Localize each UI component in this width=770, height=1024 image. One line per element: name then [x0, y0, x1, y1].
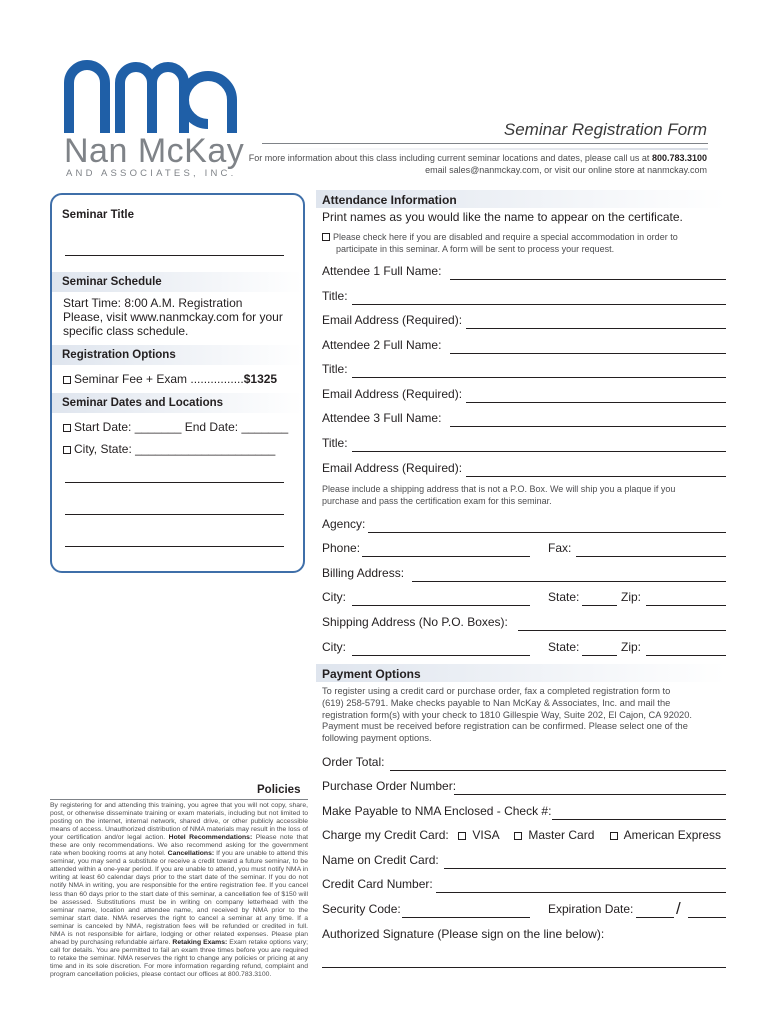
- seminar-title-line[interactable]: [65, 255, 284, 256]
- fee-option[interactable]: Seminar Fee + Exam ................$1325: [63, 372, 277, 386]
- policies-text: By registering for and attending this training, you agree that you will not copy, share, post, or otherwise disseminate training or exam materials, including but not limited to posting on the internet, internal network, shared drive, or other publicly accessible means of access. Unauthorized distribution of NMA materials may result in the loss of your certification and/or legal action. Hotel Recommendations: Please note that these are only recommendations. We also recommend asking for the government rate when booking rooms at any hotel. Cancellations: If you are unable to attend this seminar, you may send a substitute or receive a credit toward a future seminar, to be attended within a one-year period. If you are unable to attend, you must notify NMA in writing at least 60 calendar days prior to the start date of the seminar. If you do not notify NMA in writing, you are responsible for the entire registration fee. If you cancel less than 60 days prior to the start date of this seminar, a cancellation fee of $150 will be assessed. Substitutions must be in writing on company letterhead with the seminar name, location and attendee name, and received by NMA prior to the seminar start date. NMA reserves the right to cancel a seminar at any time. If a seminar is canceled by NMA, registration fees will be refunded or credited in full. NMA is not responsible for airfare, lodging or other related expenses. Please plan ahead by purchasing refundable airfare. Retaking Exams: Exam retake options vary; call for details. You are permitted to fail an exam three times before you are required to retake the seminar. NMA reserves the right to change any policies or pricing at any time and in its sole discretion. For more information regarding refund, complaint and program cancellation policies, please contact our offices at 800.783.3100.: [50, 802, 309, 978]
- logo-name: Nan McKay: [64, 132, 245, 170]
- security-code-line[interactable]: [402, 917, 530, 918]
- shipping-state-line[interactable]: [582, 655, 617, 656]
- seminar-info-panel: [50, 193, 305, 573]
- security-expiration-row: Security Code: Expiration Date: /: [322, 902, 726, 918]
- po-number-field[interactable]: Purchase Order Number:: [322, 779, 726, 795]
- logo-subtitle: AND ASSOCIATES, INC.: [66, 168, 237, 179]
- shipping-city-row: City: State: Zip:: [322, 640, 726, 656]
- mastercard-checkbox[interactable]: [514, 832, 522, 840]
- city-checkbox[interactable]: [63, 446, 71, 454]
- card-number-field[interactable]: Credit Card Number:: [322, 877, 726, 893]
- visa-checkbox[interactable]: [458, 832, 466, 840]
- order-total-field[interactable]: Order Total:: [322, 755, 726, 771]
- seminar-dates-heading: Seminar Dates and Locations: [52, 393, 303, 413]
- disabled-checkbox[interactable]: [322, 233, 330, 241]
- fee-amount: $1325: [243, 372, 278, 386]
- payment-options-heading: Payment Options: [316, 664, 726, 682]
- billing-address-field[interactable]: Billing Address:: [322, 566, 726, 582]
- credit-card-row: Charge my Credit Card: VISA Master Card American Express: [322, 828, 722, 842]
- attendee2-name-field[interactable]: Attendee 2 Full Name:: [322, 338, 726, 354]
- exp-year-line[interactable]: [688, 917, 726, 918]
- print-names-text: Print names as you would like the name to appear on the certificate.: [322, 210, 683, 224]
- header-rule: [262, 143, 708, 144]
- header-gradient: [262, 148, 708, 150]
- blank-line-1[interactable]: [65, 482, 284, 483]
- city-option[interactable]: City, State: _____________________: [63, 442, 275, 456]
- info-web[interactable]: nanmckay.com: [647, 165, 707, 175]
- attendee3-title-field[interactable]: Title:: [322, 436, 726, 452]
- fee-checkbox[interactable]: [63, 376, 71, 384]
- signature-label: Authorized Signature (Please sign on the line below):: [322, 927, 605, 941]
- signature-line[interactable]: [322, 967, 726, 968]
- attendee3-email-field[interactable]: Email Address (Required):: [322, 461, 726, 477]
- payment-instructions: To register using a credit card or purchase order, fax a completed registration form to (619) 258-5791. Make checks payable to Nan McKay & Associates, Inc. and mail the registration form(s) with your check to 1810 Gillespie Way, Suite 202, El Cajon, CA 92020. Payment must be received before registration can be confirmed. Please select one of the following payment options.: [322, 686, 692, 744]
- policies-heading: Policies: [257, 784, 301, 796]
- attendee3-name-field[interactable]: Attendee 3 Full Name:: [322, 411, 726, 427]
- shipping-city-line[interactable]: [352, 655, 530, 656]
- info-phone[interactable]: 800.783.3100: [651, 153, 707, 163]
- billing-city-row: City: State: Zip:: [322, 590, 726, 606]
- info-line-2: email sales@nanmckay.com, or visit our online store at nanmckay.com: [425, 165, 707, 175]
- shipping-address-field[interactable]: Shipping Address (No P.O. Boxes):: [322, 615, 726, 631]
- exp-slash: /: [676, 899, 681, 918]
- blank-line-2[interactable]: [65, 514, 284, 515]
- billing-state-line[interactable]: [582, 605, 617, 606]
- billing-zip-line[interactable]: [646, 605, 726, 606]
- amex-checkbox[interactable]: [610, 832, 618, 840]
- blank-line-3[interactable]: [65, 546, 284, 547]
- date-option[interactable]: Start Date: _______ End Date: _______: [63, 420, 288, 434]
- mastercard-option[interactable]: Master Card: [514, 828, 594, 842]
- check-number-field[interactable]: Make Payable to NMA Enclosed - Check #:: [322, 804, 726, 820]
- attendee1-title-field[interactable]: Title:: [322, 289, 726, 305]
- info-email[interactable]: sales@nanmckay.com: [449, 165, 540, 175]
- shipping-zip-line[interactable]: [646, 655, 726, 656]
- info-line-1: For more information about this class including current seminar locations and dates, please call us at 800.783.3100: [248, 153, 707, 163]
- policies-rule: [50, 799, 308, 800]
- registration-options-heading: Registration Options: [52, 345, 303, 365]
- amex-option[interactable]: American Express: [610, 828, 721, 842]
- seminar-title-heading: Seminar Title: [62, 209, 135, 221]
- visa-option[interactable]: VISA: [458, 828, 500, 842]
- exp-month-line[interactable]: [636, 917, 674, 918]
- start-time: Start Time: 8:00 A.M. Registration: [63, 296, 243, 310]
- date-checkbox[interactable]: [63, 424, 71, 432]
- phone-line[interactable]: [362, 556, 530, 557]
- fax-line[interactable]: [576, 556, 726, 557]
- attendee2-email-field[interactable]: Email Address (Required):: [322, 387, 726, 403]
- agency-field[interactable]: Agency:: [322, 517, 726, 533]
- visit-text: Please, visit www.nanmckay.com for your specific class schedule.: [63, 310, 283, 338]
- phone-fax-row: Phone: Fax:: [322, 541, 726, 557]
- billing-city-line[interactable]: [352, 605, 530, 606]
- name-on-card-field[interactable]: Name on Credit Card:: [322, 853, 726, 869]
- attendee2-title-field[interactable]: Title:: [322, 362, 726, 378]
- attendee1-email-field[interactable]: Email Address (Required):: [322, 313, 726, 329]
- nma-logo: [62, 58, 240, 133]
- form-title: Seminar Registration Form: [503, 120, 707, 139]
- attendee1-name-field[interactable]: Attendee 1 Full Name:: [322, 264, 726, 280]
- shipping-note: Please include a shipping address that is not a P.O. Box. We will ship you a plaque if you purchase and pass the certification exam for this seminar.: [322, 484, 676, 506]
- seminar-schedule-heading: Seminar Schedule: [52, 272, 303, 292]
- attendance-heading: Attendance Information: [316, 190, 726, 208]
- disabled-note: Please check here if you are disabled and require a special accommodation in order to participate in this seminar. A form will be sent to process your request.: [322, 232, 717, 255]
